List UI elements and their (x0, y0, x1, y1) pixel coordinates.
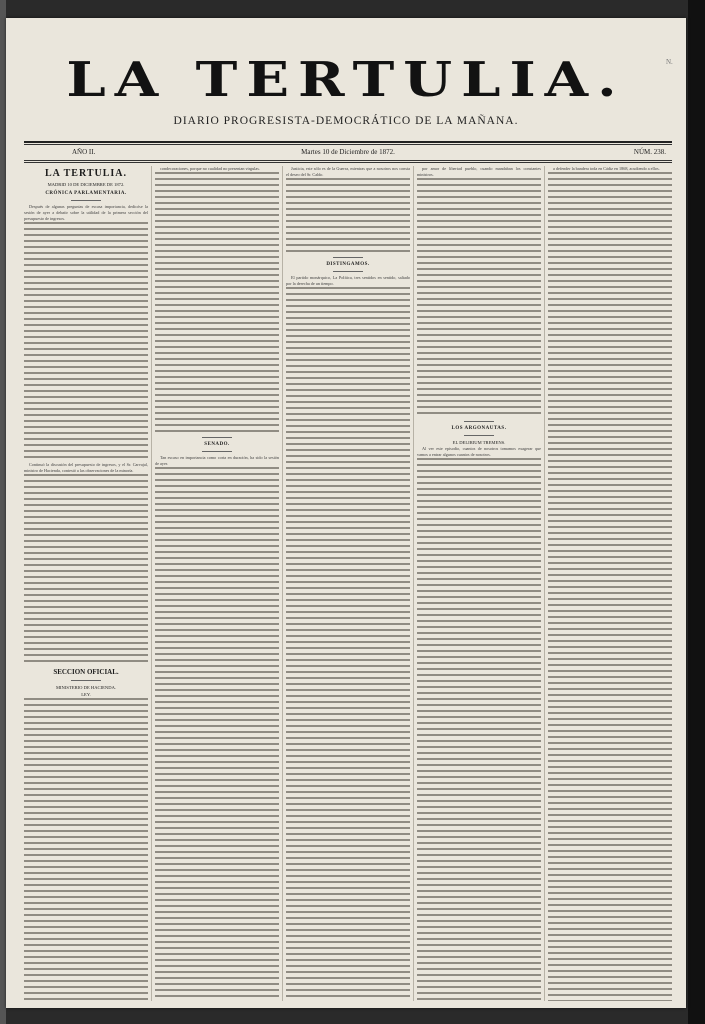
column-4 (417, 166, 541, 1001)
column-3-paragraph-2: El partido monárquico, La Política, tres sentidos en sentido, saltado por la derecha de un tiempo. (286, 275, 410, 286)
senate-heading: SENADO. (204, 442, 230, 447)
column-1-short-rule (71, 200, 101, 201)
column-3-paragraph: Justicia, este sólo es de la Guerra, mientras que a nosotros nos consta el deseo del Sr. Caldo. (286, 166, 410, 177)
column-2-text-block-2 (155, 467, 279, 1001)
corner-mark: N. (666, 58, 673, 66)
issue-info-bar (24, 147, 672, 159)
column-2-short-rule (202, 437, 232, 438)
column-2-text-block (155, 172, 279, 434)
column-1 (24, 166, 148, 1001)
column-divider-3 (413, 166, 414, 1001)
masthead-subtitle: DIARIO PROGRESISTA-DEMOCRÁTICO DE LA MAÑANA. (173, 115, 519, 127)
info-rule-top (24, 160, 672, 161)
column-1-short-rule-2 (71, 680, 101, 681)
issue-number: NÚM. 238. (633, 148, 666, 156)
column-3 (286, 166, 410, 1001)
column-1-section: CRÓNICA PARLAMENTARIA. (45, 191, 127, 196)
column-1-text-block-3 (24, 698, 148, 1001)
column-3-heading: DISTINGAMOS. (326, 262, 370, 267)
column-4-text-block-2 (417, 458, 541, 1001)
ministry-heading: MINISTERIO DE HACIENDA. (55, 685, 117, 690)
column-5 (548, 166, 672, 1001)
issue-year: AÑO II. (72, 148, 96, 156)
column-4-heading: LOS ARGONAUTAS. (451, 426, 507, 431)
column-4-subheading: EL DELIRIUM TREMENS. (452, 440, 506, 445)
column-2-short-rule-2 (202, 451, 232, 452)
column-1-text-block (24, 222, 148, 462)
law-heading: LEY. (81, 692, 91, 697)
column-5-text-block (548, 172, 672, 1001)
column-4-text-block (417, 178, 541, 418)
column-2-paragraph-2: Tan escaso en importancia como corta en duración, ha sido la sesión de ayer. (155, 455, 279, 466)
column-4-paragraph: por amor de libertad pueblo, cuando mandaban los constantes ministros. (417, 166, 541, 177)
column-4-short-rule-2 (464, 435, 494, 436)
column-1-heading: LA TERTULIA. (44, 168, 128, 179)
info-rule-bottom (24, 162, 672, 163)
masthead-rule-top (24, 141, 672, 143)
masthead-title: LA TERTULIA. (66, 51, 626, 109)
masthead-rule-bottom (24, 144, 672, 145)
newspaper-page (6, 18, 686, 1008)
column-1-text-block-2 (24, 474, 148, 662)
column-divider-2 (282, 166, 283, 1001)
column-5-paragraph: a defender la bandera toda en Cádiz en 1868, acudiendo a ellos. (553, 166, 660, 171)
column-1-dateline: MADRID 10 DE DICIEMBRE DE 1872. (47, 182, 125, 187)
column-1-paragraph: Después de algunas preguntas de escasa importancia, dedicóse la sesión de ayer a debatir sobre la utilidad de la primera sección del presupuesto de ingresos. (24, 204, 148, 221)
issue-date: Martes 10 de Diciembre de 1872. (301, 148, 395, 156)
column-2 (155, 166, 279, 1001)
column-2-paragraph: condecoraciones, porque no cualidad no presentan virgulas. (160, 166, 260, 171)
column-divider-1 (151, 166, 152, 1001)
column-3-short-rule (333, 257, 363, 258)
scan-edge-right (688, 0, 705, 1024)
column-4-short-rule (464, 421, 494, 422)
column-3-text-block (286, 178, 410, 254)
official-section-heading: SECCION OFICIAL. (53, 668, 119, 676)
column-3-text-block-2 (286, 287, 410, 1001)
column-1-paragraph-2: Continuó la discusión del presupuesto de ingresos, y el Sr. Carvajal, ministro de Hacienda, contestó a las observaciones de la minoría. (24, 462, 148, 473)
column-divider-4 (544, 166, 545, 1001)
column-3-short-rule-2 (333, 271, 363, 272)
column-4-paragraph-2: Al ver este episodio, cuantos de nosotros tomamos exagerar que vamos a entrar algunos cuantos de nosotros. (417, 446, 541, 457)
